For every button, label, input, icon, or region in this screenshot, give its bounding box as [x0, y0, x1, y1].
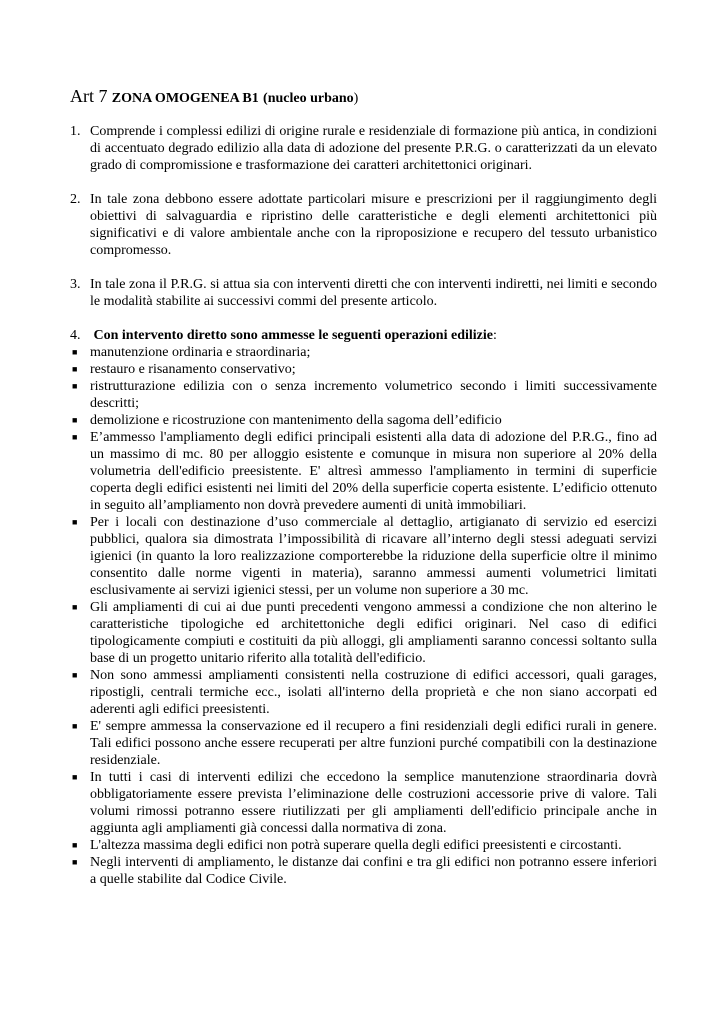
- bullet-icon: ■: [72, 857, 78, 867]
- paragraph-number: 4.: [70, 328, 81, 343]
- bullet-icon: ■: [72, 432, 78, 442]
- list-item: [70, 429, 657, 514]
- lead-colon: :: [492, 328, 497, 343]
- list-item: [70, 718, 657, 769]
- paragraph-number: 1.: [70, 124, 81, 139]
- list-item-text: Non sono ammessi ampliamenti consistenti nella costruzione di edifici accessori, quali garages, ripostigli, centrali termiche ecc., isolati all'interno della proprietà e che non siano accorpati ed aderenti agli edifici preesistenti.: [90, 668, 657, 717]
- list-item: [70, 667, 657, 718]
- list-item-text: L'altezza massima degli edifici non potrà superare quella degli edifici preesistenti e circostanti.: [90, 838, 622, 853]
- list-item-text: manutenzione ordinaria e straordinaria;: [90, 345, 311, 360]
- bullet-icon: ■: [72, 415, 78, 425]
- list-item: [70, 769, 657, 837]
- list-item-text: E' sempre ammessa la conservazione ed il recupero a fini residenziali degli edifici rurali in genere. Tali edifici possono anche essere recuperati per altre funzioni purché compatibili con la destinazione residenziale.: [90, 719, 657, 768]
- paragraph-text: In tale zona debbono essere adottate particolari misure e prescrizioni per il raggiungimento degli obiettivi di salvaguardia e ripristino delle caratteristiche e degli elementi architettonici più significativi e di valore ambientale anche con la riproposizione e recupero del tessuto urbanistico compromesso.: [90, 192, 657, 258]
- list-item-text: Per i locali con destinazione d’uso commerciale al dettaglio, artigianato di servizio ed esercizi pubblici, qualora sia dimostrata l’impossibilità di ricavare all’interno degli stessi adeguati servizi igienici (in quanto la loro realizzazione comporterebbe la riduzione della superficie oltre il minimo consentito dalle norme vigenti in materia), saranno ammessi aumenti volumetrici limitati esclusivamente ai servizi igienici stessi, per un volume non superiore a 30 mc.: [90, 515, 657, 598]
- paragraph-4-lead-line: [90, 327, 657, 344]
- paragraph-2: [70, 191, 657, 259]
- bullet-icon: ■: [72, 772, 78, 782]
- list-item-text: In tutti i casi di interventi edilizi che eccedono la semplice manutenzione straordinaria dovrà obbligatoriamente essere prevista l’eliminazione delle costruzioni accessorie prive di valore. Tali volumi rimossi potranno essere riutilizzati per gli ampliamenti dell'edificio principale anche in aggiunta agli ampliamenti già concessi dalla normativa di zona.: [90, 770, 657, 836]
- article-number: Art 7: [70, 86, 108, 106]
- list-item: [70, 378, 657, 412]
- list-item-text: ristrutturazione edilizia con o senza incremento volumetrico secondo i limiti successivamente descritti;: [90, 379, 657, 411]
- bullet-icon: ■: [72, 364, 78, 374]
- list-item: [70, 412, 657, 429]
- article-heading: ZONA OMOGENEA B1: [111, 91, 259, 106]
- list-item: [70, 854, 657, 888]
- list-item-text: demolizione e ricostruzione con mantenimento della sagoma dell’edificio: [90, 413, 502, 428]
- paragraph-text: Comprende i complessi edilizi di origine rurale e residenziale di formazione più antica, in condizioni di accentuato degrado edilizio alla data di adozione del presente P.R.G. o caratterizzati da un elevato grado di compromissione e trasformazione dei caratteri architettonici originari.: [90, 124, 657, 173]
- list-item: [70, 514, 657, 599]
- bullet-icon: ■: [72, 381, 78, 391]
- bullet-icon: ■: [72, 670, 78, 680]
- paragraph-lead: Con intervento diretto sono ammesse le seguenti operazioni edilizie: [93, 328, 493, 343]
- list-item-text: Gli ampliamenti di cui ai due punti precedenti vengono ammessi a condizione che non alterino le caratteristiche tipologiche ed architettoniche degli edifici originari. Nel caso di edifici tipologicamente compiuti e costituiti da più alloggi, gli ampliamenti saranno concessi soltanto sulla base di un progetto unitario riferito alla totalità dell'edificio.: [90, 600, 657, 666]
- list-item: [70, 837, 657, 854]
- paragraph-3: [70, 276, 657, 310]
- paragraph-1: [70, 123, 657, 174]
- list-item: [70, 361, 657, 378]
- article-subheading: (nucleo urbano: [263, 91, 354, 106]
- bullet-icon: ■: [72, 721, 78, 731]
- list-item: [70, 599, 657, 667]
- bullet-icon: ■: [72, 840, 78, 850]
- paragraph-number: 2.: [70, 192, 81, 207]
- bullet-icon: ■: [72, 517, 78, 527]
- list-item: [70, 344, 657, 361]
- bullet-icon: ■: [72, 347, 78, 357]
- paragraph-text: In tale zona il P.R.G. si attua sia con interventi diretti che con interventi indiretti, nei limiti e secondo le modalità stabilite ai successivi commi del presente articolo.: [90, 277, 657, 309]
- list-item-text: E’ammesso l'ampliamento degli edifici principali esistenti alla data di adozione del P.R.G., fino ad un massimo di mc. 80 per alloggio esistente e comunque in misura non superiore al 20% della volumetria dell'edificio preesistente. E' altresì ammesso l'ampliamento in termini di superficie coperta degli edifici esistenti nei limiti del 20% della superficie coperta esistente. L’edificio ottenuto in seguito all’ampliamento non dovrà prevedere aumenti di unità immobiliari.: [90, 430, 657, 513]
- list-item-text: restauro e risanamento conservativo;: [90, 362, 296, 377]
- article-body: [70, 123, 657, 888]
- list-item-text: Negli interventi di ampliamento, le distanze dai confini e tra gli edifici non potranno essere inferiori a quelle stabilite dal Codice Civile.: [90, 855, 657, 887]
- article-close-paren: ): [353, 91, 359, 106]
- article-title: [70, 86, 358, 107]
- paragraph-number: 3.: [70, 277, 81, 292]
- paragraph-4: [70, 327, 657, 344]
- operations-list: [70, 344, 657, 888]
- bullet-icon: ■: [72, 602, 78, 612]
